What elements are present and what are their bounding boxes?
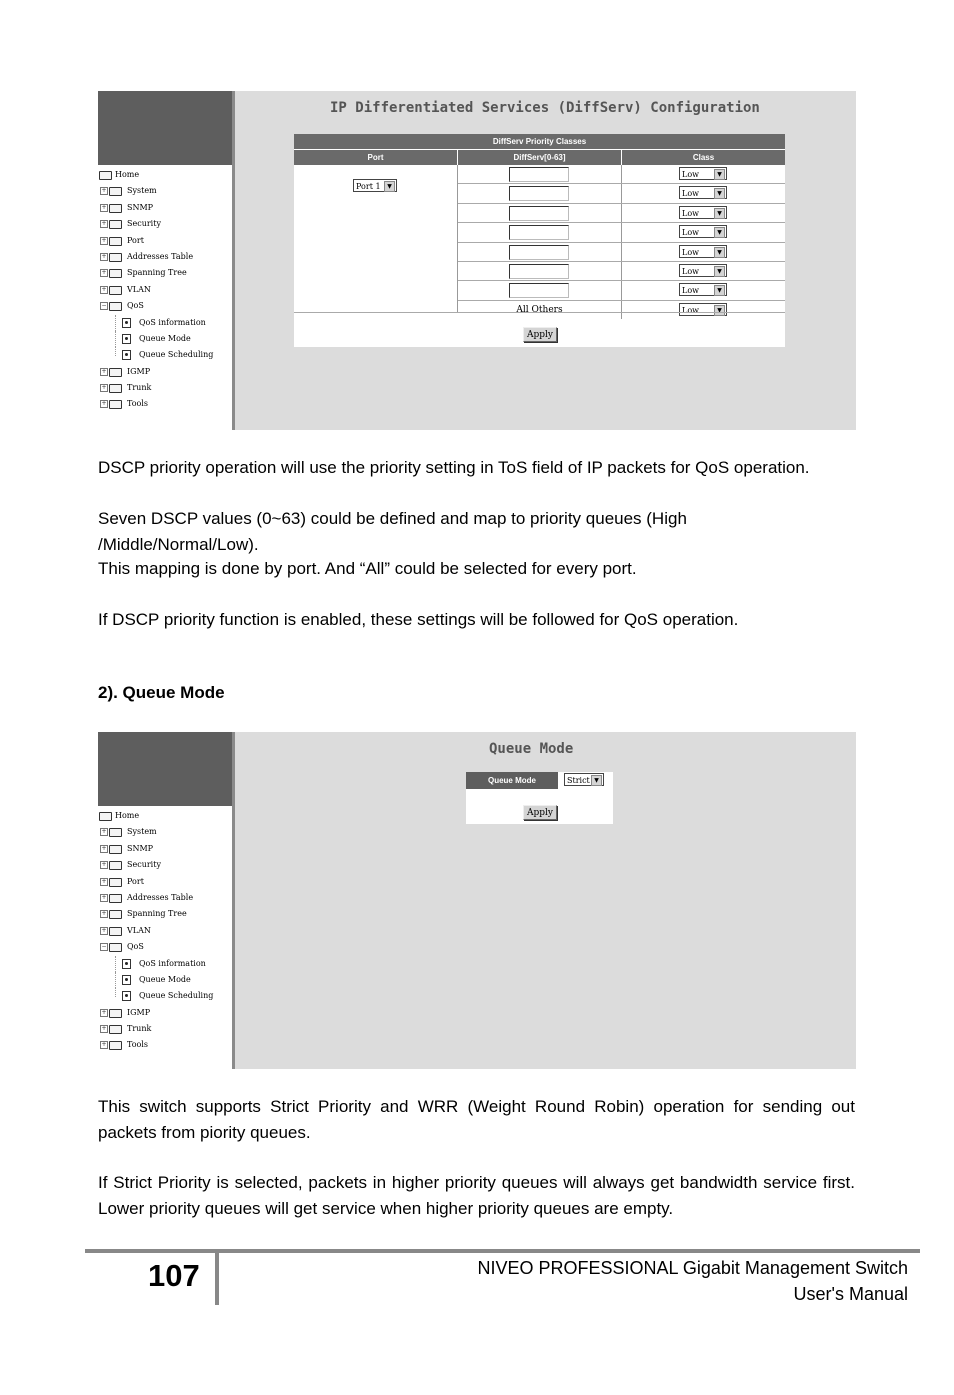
- header-class: Class: [692, 153, 715, 162]
- class-select[interactable]: Low ▼: [679, 264, 727, 277]
- nav-tree: [98, 167, 232, 413]
- tree-item-qos[interactable]: − QoS: [101, 942, 144, 952]
- tree-item-queue-scheduling[interactable]: Queue Scheduling: [98, 988, 232, 1004]
- page-number: 107: [148, 1258, 200, 1293]
- class-select[interactable]: Low ▼: [679, 167, 727, 180]
- chevron-down-icon: ▼: [714, 247, 725, 258]
- tree-item-spanning-tree[interactable]: + Spanning Tree: [101, 268, 187, 278]
- diffserv-input[interactable]: [509, 245, 569, 260]
- folder-icon: [109, 910, 122, 919]
- table-row: [458, 262, 785, 281]
- diffserv-rows: [458, 165, 785, 319]
- paragraph-dscp-operation: DSCP priority operation will use the priority setting in ToS field of IP packets for QoS operation.: [98, 458, 810, 477]
- expand-icon[interactable]: +: [101, 910, 107, 918]
- open-folder-icon: [99, 812, 112, 821]
- expand-icon[interactable]: +: [101, 367, 107, 375]
- table-footer: [294, 312, 785, 347]
- document-icon: [122, 991, 131, 1001]
- class-select[interactable]: Low ▼: [679, 283, 727, 296]
- folder-icon: [109, 400, 122, 409]
- folder-icon: [109, 878, 122, 887]
- folder-icon: [109, 1009, 122, 1018]
- tree-item-igmp[interactable]: + IGMP: [101, 1007, 151, 1017]
- footer-divider: [215, 1253, 219, 1305]
- expand-icon[interactable]: +: [101, 220, 107, 228]
- paragraph-strict-wrr: This switch supports Strict Priority and WRR (Weight Round Robin) operation for sending out packets from piority queues.: [98, 1097, 855, 1142]
- class-select[interactable]: Low ▼: [679, 245, 727, 258]
- footer-line-2: User's Manual: [793, 1283, 908, 1304]
- chevron-down-icon: ▼: [714, 305, 725, 316]
- diffserv-screenshot: [98, 91, 856, 430]
- chevron-down-icon: ▼: [384, 181, 395, 192]
- document-icon: [122, 318, 131, 328]
- chevron-down-icon: ▼: [591, 775, 602, 786]
- folder-icon: [109, 384, 122, 393]
- tree-item-snmp[interactable]: + SNMP: [101, 843, 154, 853]
- tree-item-tools[interactable]: + Tools: [101, 1040, 149, 1050]
- table-caption: DiffServ Priority Classes: [294, 134, 785, 149]
- expand-icon[interactable]: +: [101, 877, 107, 885]
- folder-icon: [109, 845, 122, 854]
- tree-item-port[interactable]: + Port: [101, 235, 144, 245]
- diffserv-input[interactable]: [509, 186, 569, 201]
- expand-icon[interactable]: +: [101, 926, 107, 934]
- tree-item-spanning-tree[interactable]: + Spanning Tree: [101, 909, 187, 919]
- table-row: [458, 281, 785, 300]
- document-icon: [122, 334, 131, 344]
- queue-mode-screenshot: [98, 732, 856, 1069]
- folder-icon: [109, 237, 122, 246]
- folder-icon: [109, 269, 122, 278]
- document-icon: [122, 959, 131, 969]
- sidebar-divider: [232, 91, 235, 430]
- expand-icon[interactable]: +: [101, 203, 107, 211]
- tree-item-snmp[interactable]: + SNMP: [101, 202, 154, 212]
- tree-item-security[interactable]: + Security: [101, 860, 161, 870]
- tree-item-trunk[interactable]: + Trunk: [101, 1024, 152, 1034]
- expand-icon[interactable]: +: [101, 285, 107, 293]
- open-folder-icon: [109, 302, 122, 311]
- expand-icon[interactable]: +: [101, 252, 107, 260]
- table-row: [458, 223, 785, 242]
- tree-item-queue-mode[interactable]: Queue Mode: [98, 331, 232, 347]
- apply-button[interactable]: Apply: [523, 327, 557, 342]
- sidebar-header: [98, 91, 232, 165]
- queue-mode-box: [466, 772, 613, 824]
- tree-item-vlan[interactable]: + VLAN: [101, 284, 151, 294]
- tree-item-queue-mode[interactable]: Queue Mode: [98, 972, 232, 988]
- expand-icon[interactable]: +: [101, 828, 107, 836]
- footer-rule: [85, 1249, 920, 1253]
- section-heading: 2). Queue Mode: [98, 683, 225, 702]
- sidebar: [98, 732, 232, 1069]
- folder-icon: [109, 828, 122, 837]
- collapse-icon[interactable]: −: [101, 302, 107, 310]
- class-select[interactable]: Low ▼: [679, 206, 727, 219]
- diffserv-input[interactable]: [509, 283, 569, 298]
- folder-icon: [109, 220, 122, 229]
- folder-icon: [109, 1041, 122, 1050]
- folder-icon: [109, 187, 122, 196]
- chevron-down-icon: ▼: [714, 169, 725, 180]
- expand-icon[interactable]: +: [101, 384, 107, 392]
- expand-icon[interactable]: +: [101, 400, 107, 408]
- expand-icon[interactable]: +: [101, 1025, 107, 1033]
- paragraph-dscp-values: Seven DSCP values (0~63) could be defined and map to priority queues (High /Middle/Normal/Low).: [98, 509, 687, 554]
- tree-item-addresses-table[interactable]: + Addresses Table: [101, 251, 194, 261]
- table-row: [458, 204, 785, 223]
- footer-title: [478, 1256, 909, 1307]
- table-row: [458, 184, 785, 203]
- class-select[interactable]: Low ▼: [679, 225, 727, 238]
- tree-item-vlan[interactable]: + VLAN: [101, 925, 151, 935]
- page-title: Queue Mode: [489, 741, 574, 757]
- table-header: [294, 149, 785, 165]
- tree-item-queue-scheduling[interactable]: Queue Scheduling: [98, 347, 232, 363]
- tree-item-system[interactable]: + System: [101, 827, 157, 837]
- tree-item-home[interactable]: Home: [98, 808, 232, 824]
- queue-mode-label: Queue Mode: [466, 772, 558, 789]
- all-others-label: All Others: [458, 301, 622, 319]
- tree-item-trunk[interactable]: + Trunk: [101, 383, 152, 393]
- diffserv-input[interactable]: [509, 206, 569, 221]
- folder-icon: [109, 894, 122, 903]
- expand-icon[interactable]: +: [101, 1041, 107, 1049]
- expand-icon[interactable]: +: [101, 236, 107, 244]
- chevron-down-icon: ▼: [714, 208, 725, 219]
- document-icon: [122, 975, 131, 985]
- tree-item-addresses-table[interactable]: + Addresses Table: [101, 892, 194, 902]
- tree-item-qos-information[interactable]: QoS information: [98, 315, 232, 331]
- tree-item-home[interactable]: Home: [98, 167, 232, 183]
- page-title: IP Differentiated Services (DiffServ) Configuration: [330, 100, 760, 116]
- chevron-down-icon: ▼: [714, 188, 725, 199]
- diffserv-input[interactable]: [509, 225, 569, 240]
- sidebar: [98, 91, 232, 430]
- table-row: [458, 165, 785, 184]
- queue-mode-select[interactable]: Strict ▼: [564, 773, 604, 786]
- tree-item-qos-information[interactable]: QoS information: [98, 956, 232, 972]
- tree-item-security[interactable]: + Security: [101, 219, 161, 229]
- folder-icon: [109, 204, 122, 213]
- folder-icon: [109, 927, 122, 936]
- open-folder-icon: [109, 943, 122, 952]
- tree-item-qos[interactable]: − QoS: [101, 301, 144, 311]
- header-port: Port: [294, 150, 458, 165]
- header-diffserv: DiffServ[0-63]: [458, 150, 622, 165]
- expand-icon[interactable]: +: [101, 269, 107, 277]
- tree-item-tools[interactable]: + Tools: [101, 399, 149, 409]
- expand-icon[interactable]: +: [101, 861, 107, 869]
- paragraph-dscp-enabled: If DSCP priority function is enabled, these settings will be followed for QoS operation.: [98, 610, 739, 629]
- table-row: [458, 243, 785, 262]
- port-cell: [294, 165, 458, 312]
- expand-icon[interactable]: +: [101, 844, 107, 852]
- expand-icon[interactable]: +: [101, 187, 107, 195]
- folder-icon: [109, 1025, 122, 1034]
- sidebar-divider: [232, 732, 235, 1069]
- collapse-icon[interactable]: −: [101, 943, 107, 951]
- tree-item-system[interactable]: + System: [101, 186, 157, 196]
- nav-tree: [98, 808, 232, 1054]
- expand-icon[interactable]: +: [101, 893, 107, 901]
- folder-icon: [109, 368, 122, 377]
- chevron-down-icon: ▼: [714, 285, 725, 296]
- table-body: [294, 165, 785, 315]
- class-select[interactable]: Low ▼: [679, 303, 727, 316]
- paragraph-port-mapping: This mapping is done by port. And “All” could be selected for every port.: [98, 559, 637, 578]
- tree-item-igmp[interactable]: + IGMP: [101, 366, 151, 376]
- class-select[interactable]: Low ▼: [679, 186, 727, 199]
- tree-item-port[interactable]: + Port: [101, 876, 144, 886]
- paragraph-strict-priority: If Strict Priority is selected, packets in higher priority queues will always get bandwidth service first. Lower priority queues will get service when higher priority queues are empty.: [98, 1173, 855, 1218]
- open-folder-icon: [99, 171, 112, 180]
- folder-icon: [109, 286, 122, 295]
- chevron-down-icon: ▼: [714, 266, 725, 277]
- folder-icon: [109, 253, 122, 262]
- apply-button[interactable]: Apply: [523, 805, 557, 820]
- sidebar-header: [98, 732, 232, 806]
- diffserv-input[interactable]: [509, 167, 569, 182]
- diffserv-table: [294, 134, 785, 347]
- folder-icon: [109, 861, 122, 870]
- chevron-down-icon: ▼: [714, 227, 725, 238]
- expand-icon[interactable]: +: [101, 1008, 107, 1016]
- diffserv-input[interactable]: [509, 264, 569, 279]
- document-icon: [122, 350, 131, 360]
- footer-line-1: NIVEO PROFESSIONAL Gigabit Management Switch: [477, 1258, 908, 1278]
- port-select[interactable]: Port 1 ▼: [353, 179, 397, 192]
